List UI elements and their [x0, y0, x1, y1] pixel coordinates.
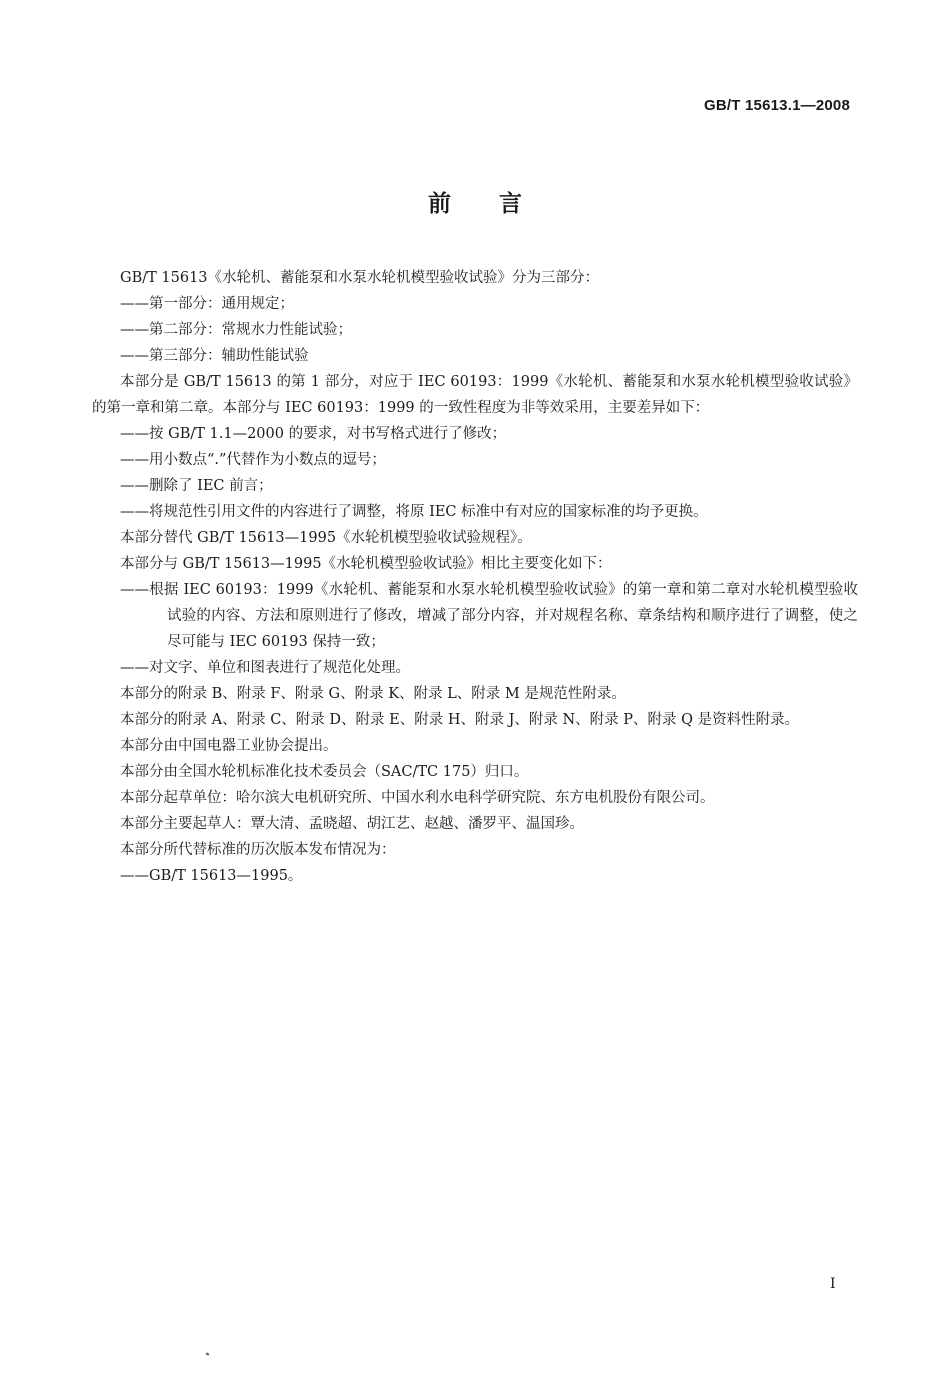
- foreword-body: [92, 265, 858, 889]
- page-title: 前言: [428, 191, 570, 217]
- list-item-history-1: ——GB/T 15613—1995。: [120, 868, 303, 884]
- drafting-units-paragraph: 本部分起草单位：哈尔滨大电机研究所、中国水利水电科学研究院、东方电机股份有限公司。: [120, 790, 715, 806]
- scan-speck: [206, 1352, 210, 1355]
- list-item-part-1: ——第一部分：通用规定；: [120, 296, 294, 312]
- history-intro-paragraph: 本部分所代替标准的历次版本发布情况为：: [120, 842, 396, 858]
- list-item-change-2: ——对文字、单位和图表进行了规范化处理。: [120, 660, 410, 676]
- list-item-change-1: ——根据 IEC 60193：1999《水轮机、蓄能泵和水泵水轮机模型验收试验》的第一章和第二章对水轮机模型验收试验的内容、方法和原则进行了修改，增减了部分内容，并对规程名称、章条结构和顺序进行了调整，使之尽可能与 IEC 60193 保持一致；: [120, 582, 858, 650]
- informative-annexes-paragraph: 本部分的附录 A、附录 C、附录 D、附录 E、附录 H、附录 J、附录 N、附录 P、附录 Q 是资料性附录。: [120, 712, 800, 728]
- centralized-by-paragraph: 本部分由全国水轮机标准化技术委员会（SAC/TC 175）归口。: [120, 764, 529, 780]
- list-item-difference-4: ——将规范性引用文件的内容进行了调整，将原 IEC 标准中有对应的国家标准的均予更换。: [120, 504, 708, 520]
- list-item-difference-1: ——按 GB/T 1.1—2000 的要求，对书写格式进行了修改；: [120, 426, 507, 442]
- list-item-difference-3: ——删除了 IEC 前言；: [120, 478, 273, 494]
- normative-annexes-paragraph: 本部分的附录 B、附录 F、附录 G、附录 K、附录 L、附录 M 是规范性附录。: [120, 686, 626, 702]
- standard-number: GB/T 15613.1—2008: [704, 97, 850, 114]
- list-item-part-2: ——第二部分：常规水力性能试验；: [120, 322, 352, 338]
- page-number: I: [830, 1276, 836, 1292]
- changes-intro-paragraph: 本部分与 GB/T 15613—1995《水轮机模型验收试验》相比主要变化如下：: [120, 556, 612, 572]
- correspondence-paragraph: 本部分是 GB/T 15613 的第 1 部分，对应于 IEC 60193：1999《水轮机、蓄能泵和水泵水轮机模型验收试验》的第一章和第二章。本部分与 IEC 60193：1999 的一致性程度为非等效采用，主要差异如下：: [92, 374, 858, 416]
- intro-paragraph: GB/T 15613《水轮机、蓄能泵和水泵水轮机模型验收试验》分为三部分：: [120, 270, 600, 286]
- drafters-paragraph: 本部分主要起草人：覃大清、孟晓超、胡江艺、赵越、潘罗平、温国珍。: [120, 816, 584, 832]
- list-item-part-3: ——第三部分：辅助性能试验: [120, 348, 309, 364]
- list-item-difference-2: ——用小数点“.”代替作为小数点的逗号；: [120, 452, 386, 468]
- proposed-by-paragraph: 本部分由中国电器工业协会提出。: [120, 738, 338, 754]
- replaces-paragraph: 本部分替代 GB/T 15613—1995《水轮机模型验收试验规程》。: [120, 530, 532, 546]
